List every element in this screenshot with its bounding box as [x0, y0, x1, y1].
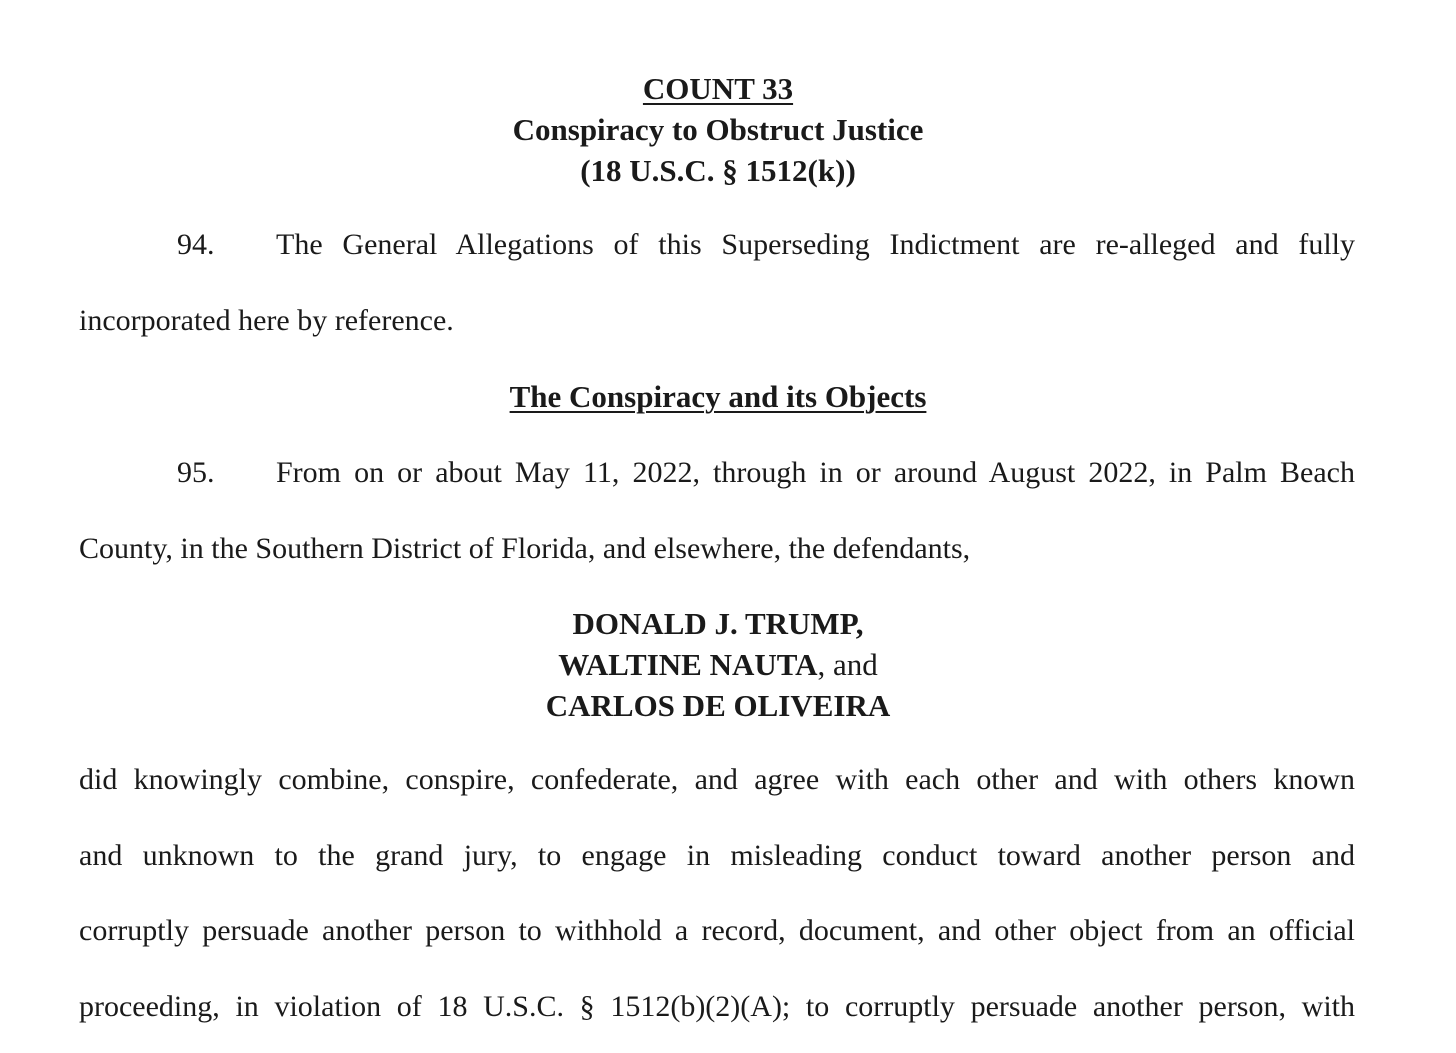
defendant-2-line [0, 645, 1436, 685]
paragraph-95-line-2: County, in the Southern District of Florida, and elsewhere, the defendants, [79, 532, 971, 565]
section-subheading: The Conspiracy and its Objects [509, 379, 927, 414]
paragraph-95-line-1: From on or about May 11, 2022, through in or around August 2022, in Palm Beach [276, 456, 1355, 489]
defendant-2: WALTINE NAUTA [558, 647, 818, 682]
defendant-2-conjunction: , and [817, 647, 878, 682]
paragraph-94-number: 94. [177, 228, 215, 261]
defendant-1: DONALD J. TRUMP, [572, 606, 864, 641]
paragraph-94-line-2: incorporated here by reference. [79, 304, 454, 337]
body-line: did knowingly combine, conspire, confederate, and agree with each other and with others known [79, 763, 1355, 796]
count-title: Conspiracy to Obstruct Justice [512, 112, 924, 147]
body-line: and unknown to the grand jury, to engage in misleading conduct toward another person and [79, 839, 1355, 872]
body-line: proceeding, in violation of 18 U.S.C. § 1512(b)(2)(A); to corruptly persuade another person, with [79, 990, 1355, 1023]
paragraph-95-number: 95. [177, 456, 215, 489]
defendant-3: CARLOS DE OLIVEIRA [545, 688, 891, 723]
count-heading: COUNT 33 [642, 71, 794, 106]
paragraph-94-line-1: The General Allegations of this Superseding Indictment are re-alleged and fully [276, 228, 1355, 261]
body-line: corruptly persuade another person to withhold a record, document, and other object from an official [79, 914, 1355, 947]
count-statute: (18 U.S.C. § 1512(k)) [580, 153, 856, 188]
